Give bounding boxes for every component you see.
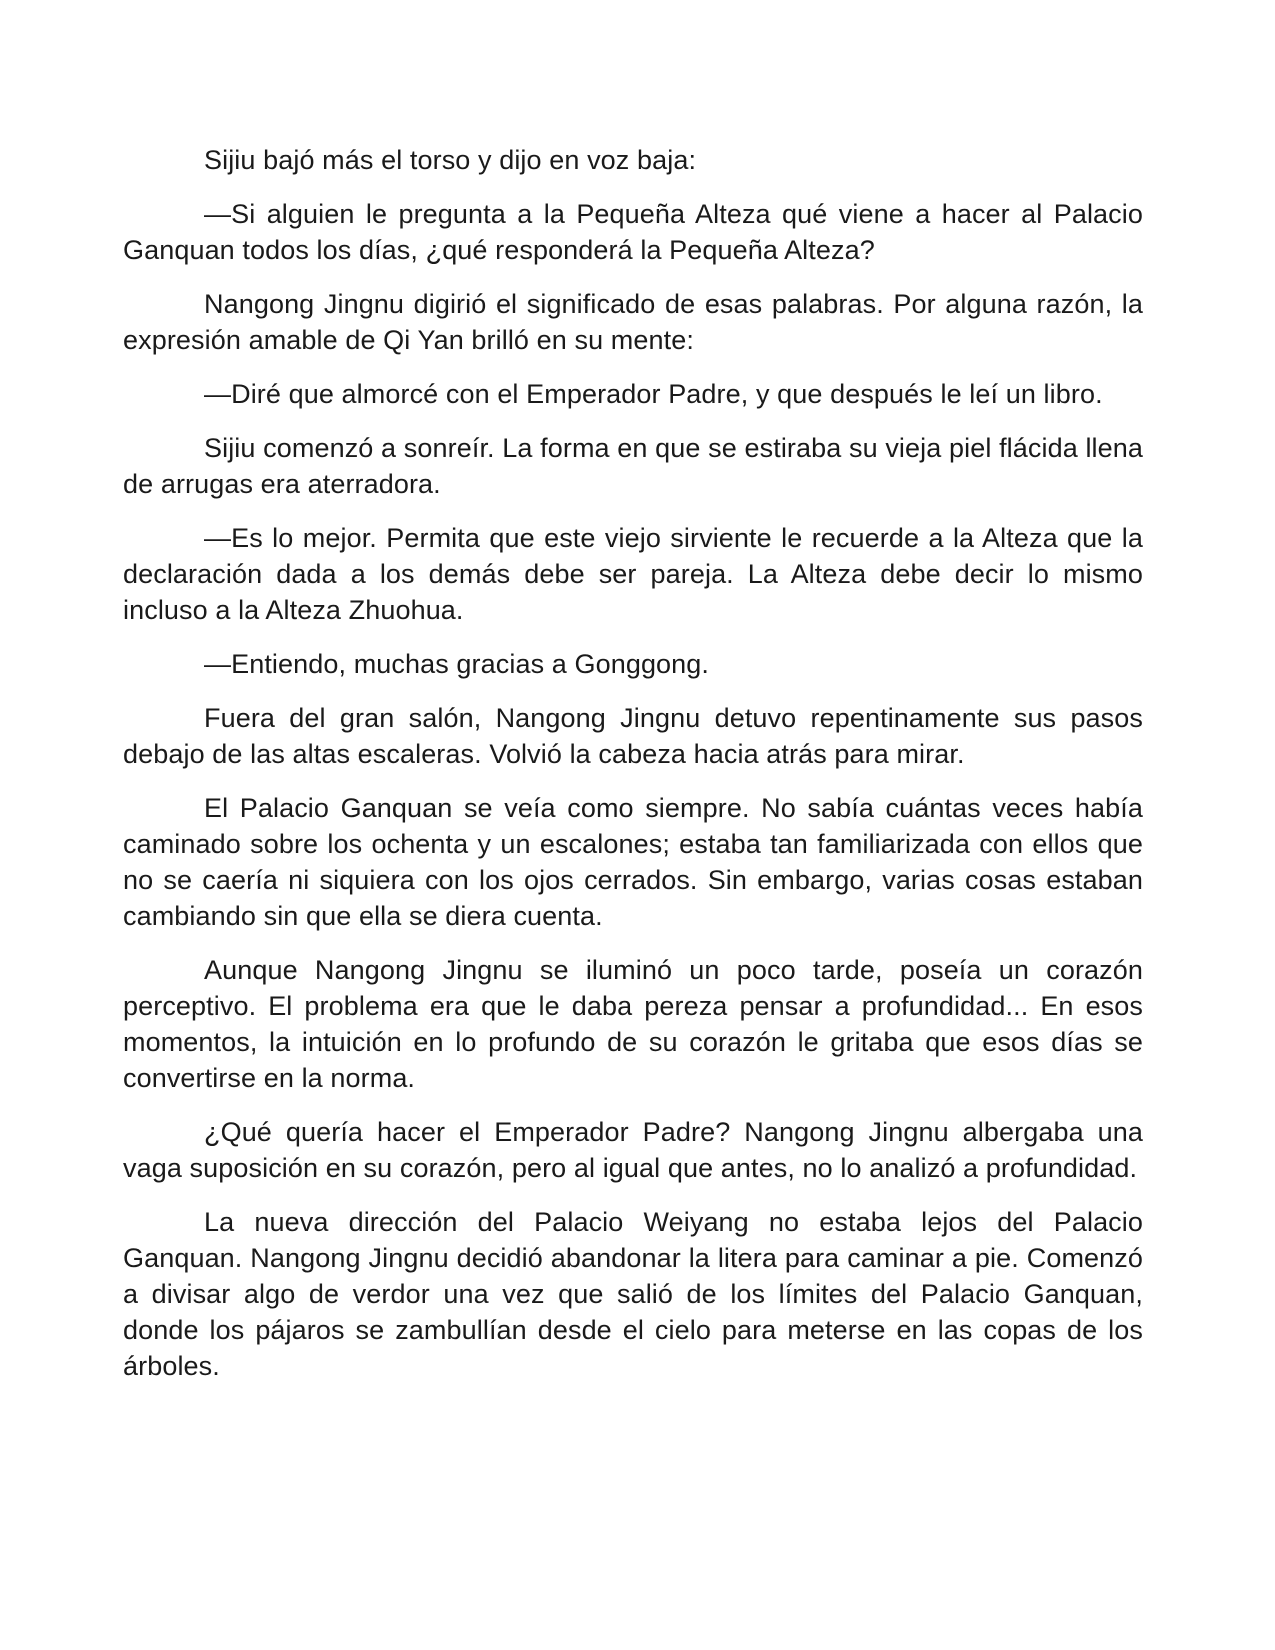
paragraph: —Es lo mejor. Permita que este viejo sirviente le recuerde a la Alteza que la declaración dada a los demás debe ser pareja. La Alteza debe decir lo mismo incluso a la Alteza Zhuohua. (123, 523, 1143, 625)
paragraph: Nangong Jingnu digirió el significado de esas palabras. Por alguna razón, la expresión amable de Qi Yan brilló en su mente: (123, 289, 1143, 355)
paragraph: La nueva dirección del Palacio Weiyang no estaba lejos del Palacio Ganquan. Nangong Jingnu decidió abandonar la litera para caminar a pie. Comenzó a divisar algo de verdor una vez que salió de los límites del Palacio Ganquan, donde los pájaros se zambullían desde el cielo para meterse en las copas de los árboles. (123, 1207, 1143, 1381)
document-page (123, 142, 1143, 1402)
paragraph: Fuera del gran salón, Nangong Jingnu detuvo repentinamente sus pasos debajo de las altas escaleras. Volvió la cabeza hacia atrás para mirar. (123, 703, 1143, 769)
paragraph: Aunque Nangong Jingnu se iluminó un poco tarde, poseía un corazón perceptivo. El problema era que le daba pereza pensar a profundidad... En esos momentos, la intuición en lo profundo de su corazón le gritaba que esos días se convertirse en la norma. (123, 955, 1143, 1093)
paragraph: ¿Qué quería hacer el Emperador Padre? Nangong Jingnu albergaba una vaga suposición en su corazón, pero al igual que antes, no lo analizó a profundidad. (123, 1117, 1143, 1183)
paragraph: El Palacio Ganquan se veía como siempre. No sabía cuántas veces había caminado sobre los ochenta y un escalones; estaba tan familiarizada con ellos que no se caería ni siquiera con los ojos cerrados. Sin embargo, varias cosas estaban cambiando sin que ella se diera cuenta. (123, 793, 1143, 931)
paragraph: Sijiu comenzó a sonreír. La forma en que se estiraba su vieja piel flácida llena de arrugas era aterradora. (123, 433, 1143, 499)
paragraph: Sijiu bajó más el torso y dijo en voz baja: (204, 145, 697, 175)
paragraph: —Diré que almorcé con el Emperador Padre, y que después le leí un libro. (204, 379, 1103, 409)
paragraph: —Si alguien le pregunta a la Pequeña Alteza qué viene a hacer al Palacio Ganquan todos los días, ¿qué responderá la Pequeña Alteza? (123, 199, 1143, 265)
paragraph: —Entiendo, muchas gracias a Gonggong. (204, 649, 710, 679)
